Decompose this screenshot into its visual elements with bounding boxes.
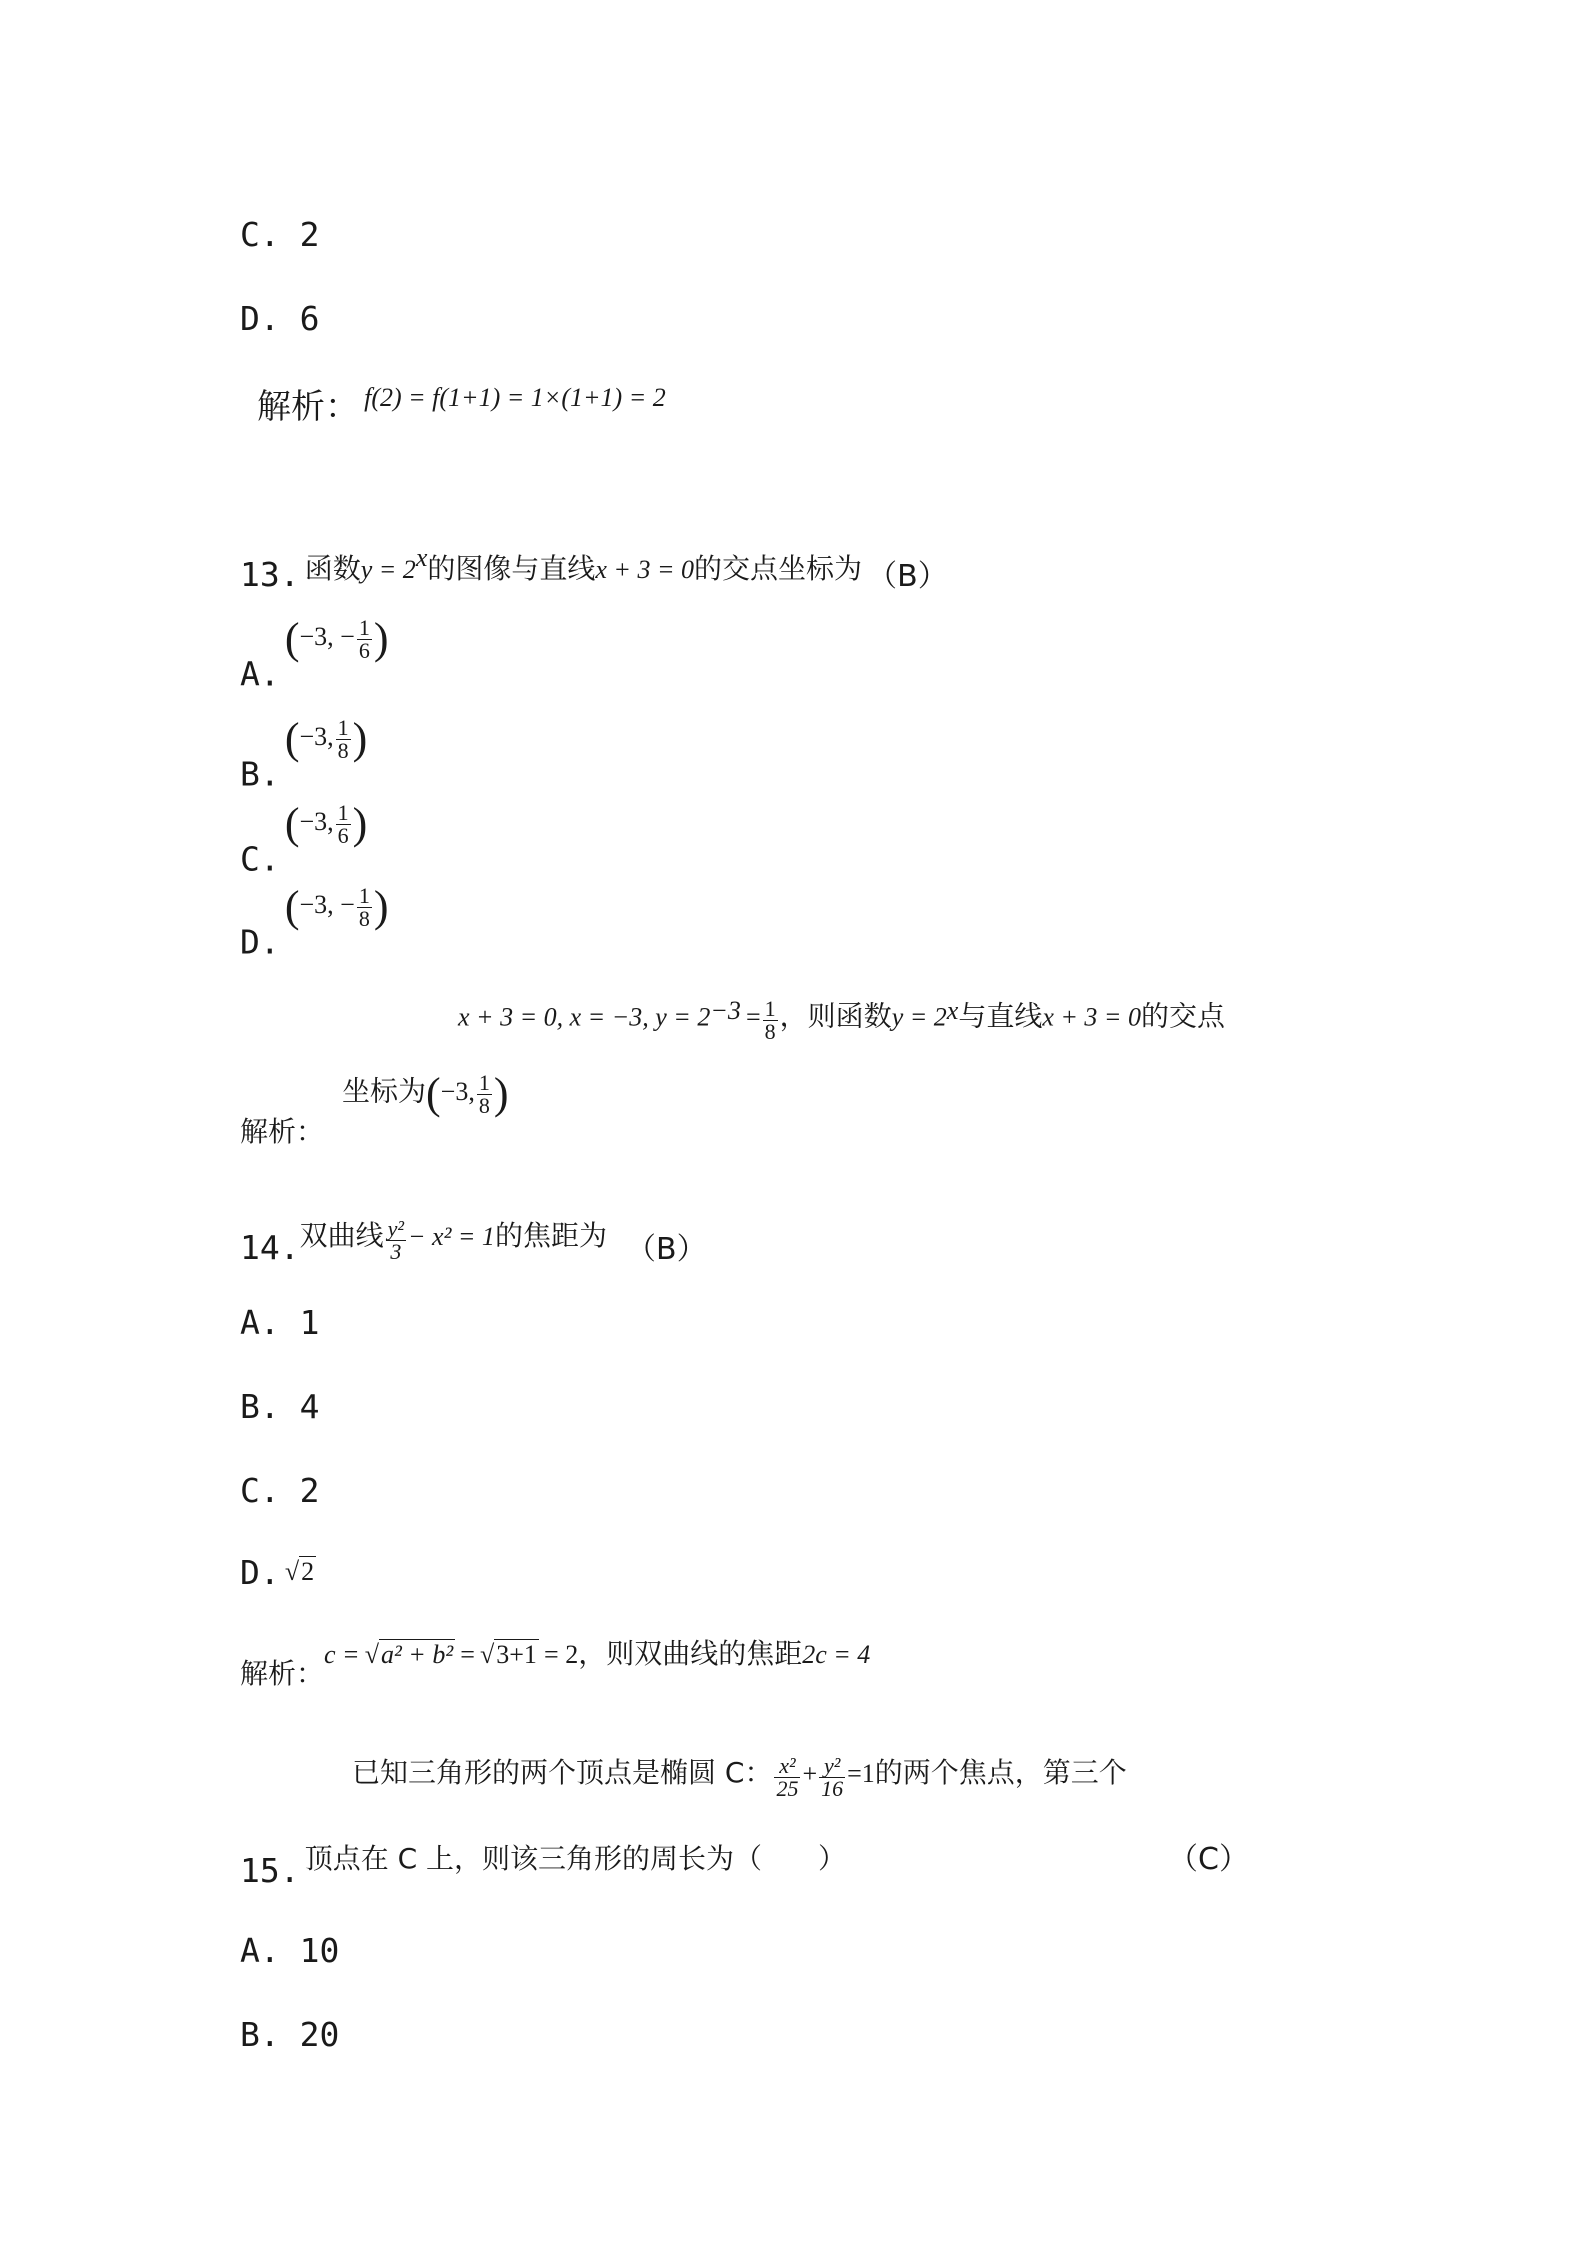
q13-option-a: A. (−3, − $\frac{1}{6}$ ) (240, 614, 389, 694)
q14-number: 14. (240, 1228, 300, 1267)
q15-stem-line2: 15. 顶点在 C 上，则该三角形的周长为（ ） (240, 1842, 847, 1890)
q15-answer: （C） (1168, 1842, 1249, 1877)
q13-stem: 13. 函数$y = 2^x$的图像与直线x + 3 = 0的交点坐标为 （B） (240, 543, 948, 594)
q13-analysis-line1: x + 3 = 0, x = −3, $y = 2^{-3}$ = $\frac{1}{8}$ ，则函数$y = 2^x$与直线x + 3 = 0的交点 (458, 996, 1225, 1045)
q13-number: 13. (240, 555, 300, 594)
q14-option-d: D. √2 (240, 1553, 315, 1592)
q14-analysis: 解析：c = √a² + b² = √3+1 = 2，则双曲线的焦距2c = 4 (240, 1637, 871, 1690)
q13-option-b: B. (−3, $\frac{1}{8}$ ) (240, 714, 368, 794)
q15-number: 15. (240, 1851, 300, 1890)
q13-analysis-line2: 坐标为(−3, $\frac{1}{8}$ ) (342, 1069, 509, 1119)
q14-answer: （B） (626, 1232, 707, 1267)
q12-option-d: D. 6 (240, 299, 320, 338)
q14-option-a: A. 1 (240, 1303, 320, 1342)
q14-option-c: C. 2 (240, 1471, 320, 1510)
q12-analysis-label: 解析： (257, 387, 359, 427)
q12-option-c: C. 2 (240, 215, 320, 254)
q13-option-d: D. (−3, − $\frac{1}{8}$ ) (240, 882, 389, 962)
q12-analysis (257, 383, 666, 427)
q14-stem: 14.双曲线 $\frac{\text{y²}}{3}$ − x² = 1的焦距为 （B） (240, 1216, 707, 1267)
q14-option-b: B. 4 (240, 1387, 320, 1426)
q15-option-a: A. 10 (240, 1931, 340, 1970)
q15-stem-line1: 已知三角形的两个顶点是椭圆 C： $\frac{\text{x²}}{25}$ + $\frac{\text{y²}}{16}$ =1的两个焦点，第三个 (352, 1753, 1127, 1801)
q15-option-b: B. 20 (240, 2015, 340, 2054)
q13-option-c: C. (−3, $\frac{1}{6}$ ) (240, 799, 368, 879)
q13-answer: （B） (867, 559, 948, 594)
q12-analysis-formula: f(2) = f(1+1) = 1×(1+1) = 2 (364, 383, 666, 412)
q14-analysis-label: 解析： (240, 1657, 325, 1690)
q13-analysis-label: 解析： (240, 1115, 325, 1148)
